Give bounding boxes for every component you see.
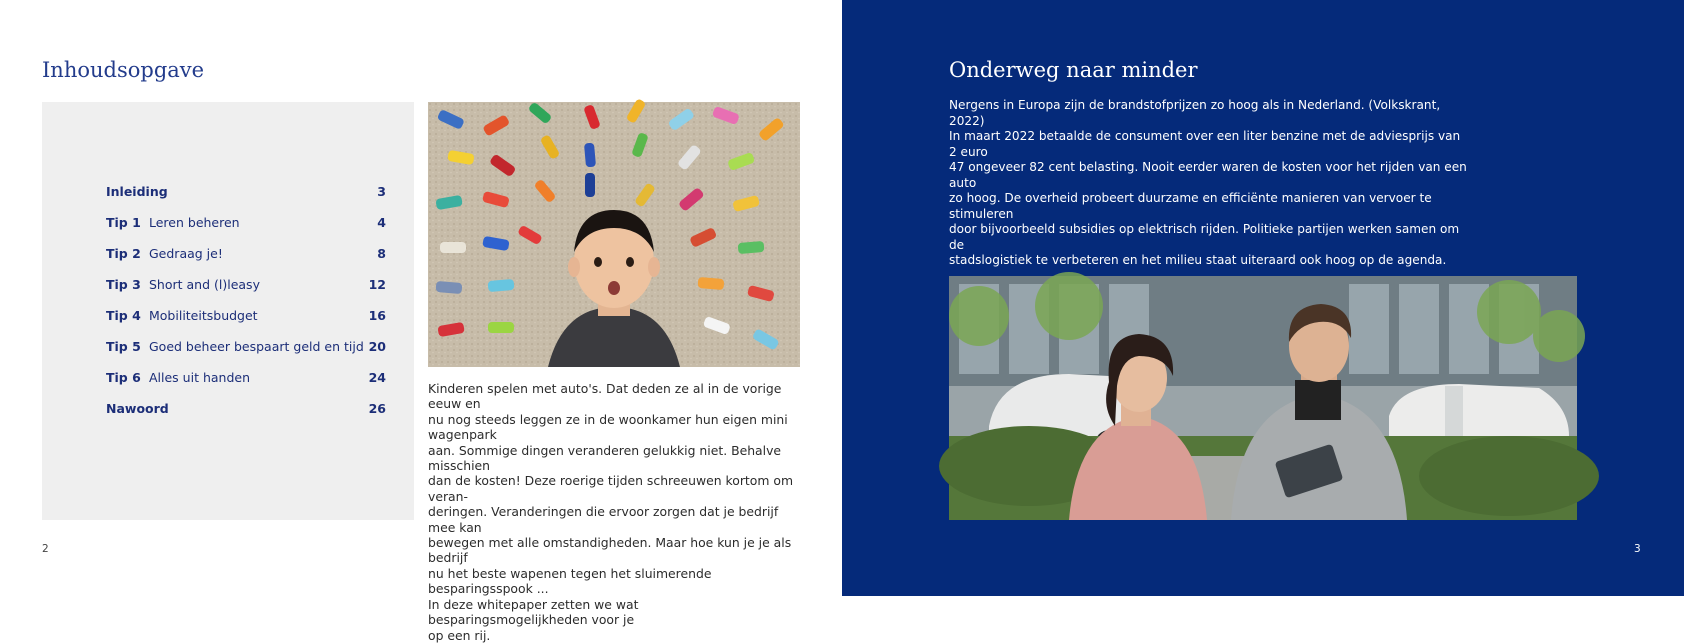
intro-line: Kinderen spelen met auto's. Dat deden ze al in de vorige eeuw en bbox=[428, 381, 782, 412]
toc-row-tip-4[interactable] bbox=[106, 308, 386, 328]
toc-row-title: Inleiding bbox=[106, 184, 168, 199]
photo-boy-with-toy-cars bbox=[428, 102, 800, 367]
toc-row-number: Tip 4 bbox=[106, 308, 141, 323]
intro-line: deringen. Veranderingen die ervoor zorgen dat je bedrijf mee kan bbox=[428, 504, 779, 535]
table-of-contents bbox=[42, 102, 414, 520]
body-line: 47 ongeveer 82 cent belasting. Nooit eerder waren de kosten voor het rijden van een auto bbox=[949, 160, 1467, 190]
intro-line: nu nog steeds leggen ze in de woonkamer hun eigen mini wagenpark bbox=[428, 411, 788, 443]
body-line: stadslogistiek te verbeteren en het milieu staat uiteraard ook hoog op de agenda. bbox=[949, 253, 1447, 267]
toc-row-nawoord[interactable] bbox=[106, 401, 386, 421]
toc-row-page: 20 bbox=[368, 339, 386, 354]
body-line: zo hoog. De overheid probeert duurzame en efficiënte manieren van vervoer te stimuleren bbox=[949, 191, 1432, 221]
paragraph-fuel-prices bbox=[949, 98, 1469, 269]
business-scene-illustration bbox=[949, 276, 1577, 520]
toc-row-number: Tip 1 bbox=[106, 215, 141, 230]
toc-row-inleiding[interactable] bbox=[106, 184, 386, 204]
toc-row-tip-6[interactable] bbox=[106, 370, 386, 390]
intro-paragraph bbox=[428, 381, 800, 643]
toc-row-tip-5[interactable] bbox=[106, 339, 386, 359]
toc-row-page: 8 bbox=[377, 246, 386, 261]
toc-row-number: Tip 3 bbox=[106, 277, 141, 292]
toc-row-page: 12 bbox=[368, 277, 386, 292]
toc-row-tip-3[interactable] bbox=[106, 277, 386, 297]
toc-row-label: Leren beheren bbox=[149, 215, 240, 230]
photo-business-people-with-tablet bbox=[949, 276, 1577, 520]
intro-line: aan. Sommige dingen veranderen gelukkig niet. Behalve misschien bbox=[428, 442, 782, 474]
toc-row-title: Nawoord bbox=[106, 401, 169, 416]
intro-line: op een rij. bbox=[428, 627, 491, 643]
body-line: door bijvoorbeeld subsidies op elektrisch rijden. Politieke partijen werken samen om de bbox=[949, 222, 1460, 252]
toc-row-number: Tip 2 bbox=[106, 246, 141, 261]
body-line: In maart 2022 betaalde de consument over een liter benzine met de adviesprijs van 2 euro bbox=[949, 129, 1461, 159]
toc-row-page: 26 bbox=[368, 401, 386, 416]
toc-row-label: Mobiliteitsbudget bbox=[149, 308, 258, 323]
toc-row-page: 3 bbox=[377, 184, 386, 199]
toc-title: Inhoudsopgave bbox=[42, 58, 205, 82]
intro-line: dan de kosten! Deze roerige tijden schreeuwen kortom om veran- bbox=[428, 473, 794, 504]
toc-row-tip-2[interactable] bbox=[106, 246, 386, 266]
toc-row-label: Goed beheer bespaart geld en tijd bbox=[149, 339, 364, 354]
toc-row-page: 16 bbox=[368, 308, 386, 323]
toc-row-label: Gedraag je! bbox=[149, 246, 223, 261]
page-number-left: 2 bbox=[42, 543, 49, 555]
toc-row-label: Short and (l)leasy bbox=[149, 277, 260, 292]
intro-line: In deze whitepaper zetten we wat besparingsmogelijkheden voor je bbox=[428, 596, 639, 628]
body-line: Nergens in Europa zijn de brandstofprijzen zo hoog als in Nederland. (Volkskrant, 2022) bbox=[949, 98, 1441, 128]
toc-row-page: 4 bbox=[377, 215, 386, 230]
toc-row-number: Tip 6 bbox=[106, 370, 141, 385]
toc-row-tip-1[interactable] bbox=[106, 215, 386, 235]
page-number-right: 3 bbox=[1634, 543, 1641, 555]
toc-row-number: Tip 5 bbox=[106, 339, 141, 354]
intro-line: bewegen met alle omstandigheden. Maar hoe kun je je als bedrijf bbox=[428, 535, 792, 566]
toc-row-page: 24 bbox=[368, 370, 386, 385]
section-title: Onderweg naar minder bbox=[949, 58, 1198, 82]
intro-line: nu het beste wapenen tegen het sluimerende besparingsspook ... bbox=[428, 565, 712, 597]
toc-row-label: Alles uit handen bbox=[149, 370, 250, 385]
toy-cars-illustration bbox=[428, 102, 800, 367]
